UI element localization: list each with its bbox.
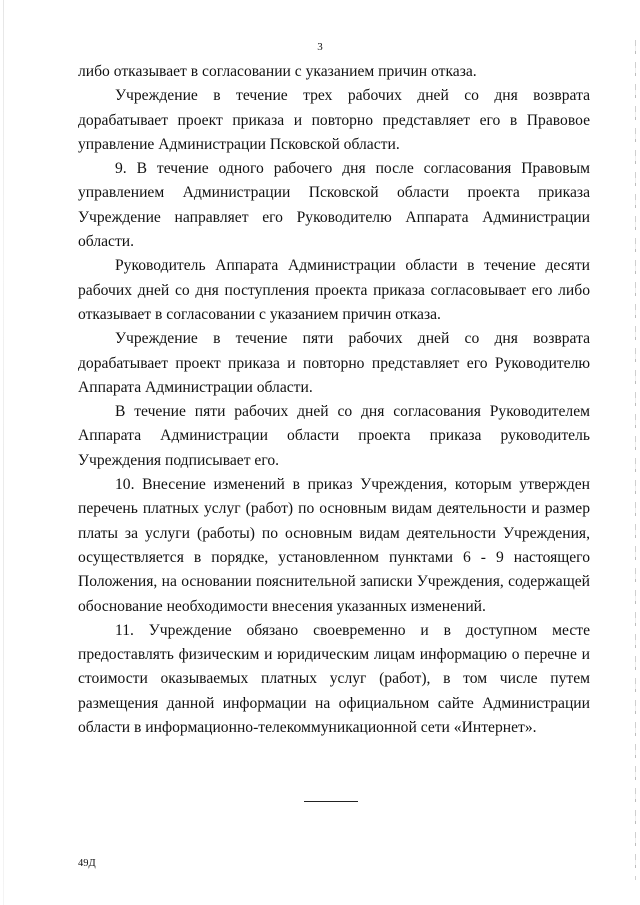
scan-edge-right (635, 40, 636, 880)
document-body (78, 60, 590, 740)
footer-code: 49Д (78, 858, 96, 869)
paragraph-head-approval: Руководитель Аппарата Администрации области в течение десяти рабочих дней со дня поступления проекта приказа согласовывает его либо отказывает в согласовании с указанием причин отказа. (78, 257, 590, 323)
page-number: 3 (317, 41, 323, 53)
paragraph-item-11: 11. Учреждение обязано своевременно и в доступном месте предоставлять физическим и юридическим лицам информацию о перечне и стоимости оказываемых платных услуг (работ), в том числе путем размещения данной информации на официальном сайте Администрации области в информационно-телекоммуникационной сети «Интернет». (78, 621, 590, 737)
end-separator-line (304, 801, 358, 802)
paragraph-rework-head: Учреждение в течение пяти рабочих дней со дня возврата дорабатывает проект приказа и повторно представляет его Руководителю Аппарата Администрации области. (78, 330, 590, 396)
paragraph-continuation: либо отказывает в согласовании с указанием причин отказа. (78, 63, 477, 80)
paragraph-item-10: 10. Внесение изменений в приказ Учреждения, которым утвержден перечень платных услуг (работ) по основным видам деятельности и размер платы за услуги (работы) по основным видам деятельности Учреждения, осуществляется в порядке, установленном пунктами 6 - 9 настоящего Положения, на основании пояснительной записки Учреждения, содержащей обоснование необходимости внесения указанных изменений. (78, 476, 590, 615)
paragraph-signing: В течение пяти рабочих дней со дня согласования Руководителем Аппарата Администрации области проекта приказа руководитель Учреждения подписывает его. (78, 403, 590, 469)
paragraph-rework-legal: Учреждение в течение трех рабочих дней со дня возврата дорабатывает проект приказа и повторно представляет его в Правовое управление Администрации Псковской области. (78, 87, 590, 153)
paragraph-item-9: 9. В течение одного рабочего дня после согласования Правовым управлением Администрации Псковской области проекта приказа Учреждение направляет его Руководителю Аппарата Администрации области. (78, 160, 590, 251)
scan-edge-left (3, 0, 4, 905)
